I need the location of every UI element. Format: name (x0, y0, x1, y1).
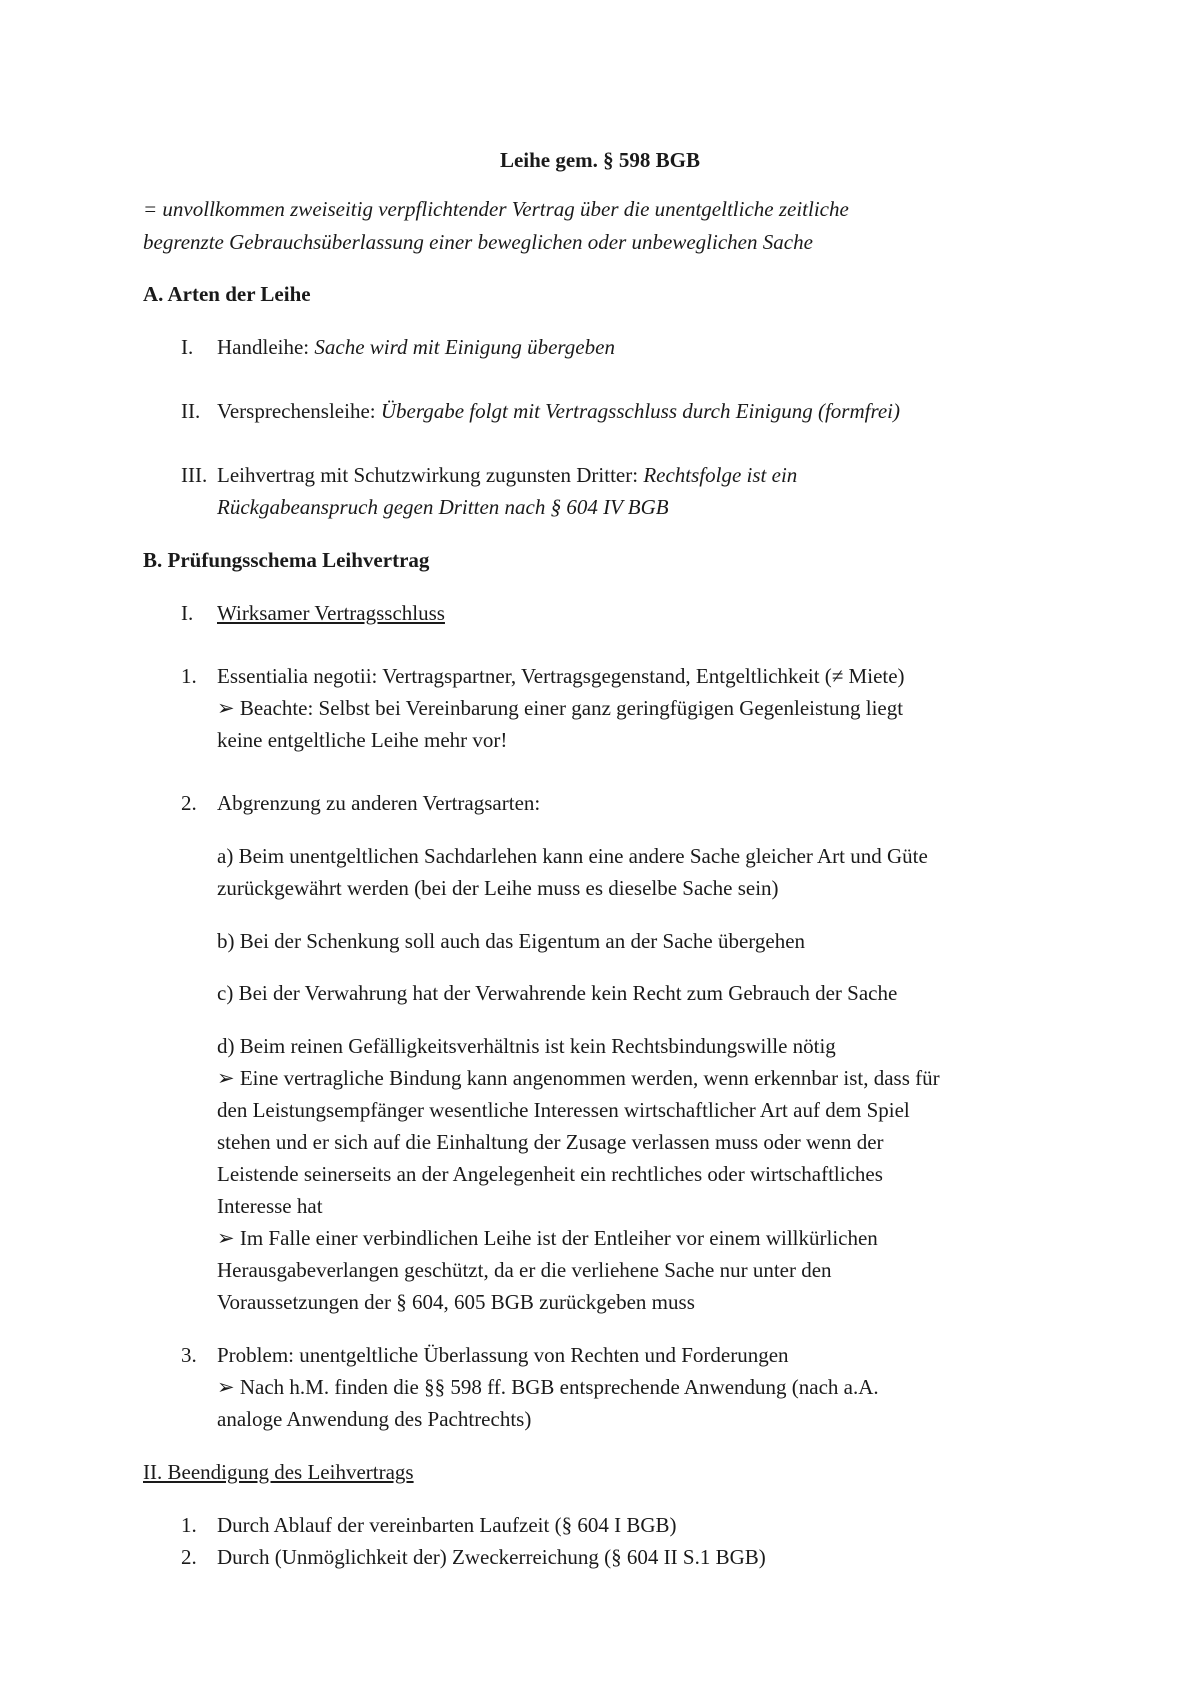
point-3-number: 3. (181, 1343, 197, 1367)
section-a-item-3-continued: Rückgabeanspruch gegen Dritten nach § 604 IV BGB (217, 495, 669, 519)
item-label: Leihvertrag mit Schutzwirkung zugunsten Dritter: (217, 463, 644, 487)
section-a-item-3-number: III. (181, 463, 208, 487)
point-2-subitem-a-line-1: a) Beim unentgeltlichen Sachdarlehen kann eine andere Sache gleicher Art und Güte (217, 844, 928, 868)
section-b-sub1-heading: Wirksamer Vertragsschluss (217, 601, 445, 625)
item-label: Versprechensleihe: (217, 399, 381, 423)
point-3-line-3: analoge Anwendung des Pachtrechts) (217, 1407, 532, 1431)
section-a-item-3 (217, 459, 797, 491)
item-label: Handleihe: (217, 335, 315, 359)
definition-line-1: = unvollkommen zweiseitig verpflichtender Vertrag über die unentgeltliche zeitliche (143, 197, 849, 221)
point-1-line-2: ➢ Beachte: Selbst bei Vereinbarung einer ganz geringfügigen Gegenleistung liegt (217, 696, 904, 720)
termination-item-1: Durch Ablauf der vereinbarten Laufzeit (§ 604 I BGB) (217, 1513, 677, 1537)
definition-line-2: begrenzte Gebrauchsüberlassung einer beweglichen oder unbeweglichen Sache (143, 230, 813, 254)
item-description: Sache wird mit Einigung übergeben (314, 335, 615, 359)
point-2-number: 2. (181, 791, 197, 815)
point-2-subitem-d-line-5: Leistende seinerseits an der Angelegenheit ein rechtliches oder wirtschaftliches (217, 1162, 883, 1186)
section-a-heading: A. Arten der Leihe (143, 282, 311, 306)
termination-item-2: Durch (Unmöglichkeit der) Zweckerreichung (§ 604 II S.1 BGB) (217, 1545, 766, 1569)
point-2-subitem-d-line-6: Interesse hat (217, 1194, 323, 1218)
point-1-line-3: keine entgeltliche Leihe mehr vor! (217, 728, 508, 752)
termination-item-1-number: 1. (181, 1513, 197, 1537)
point-2-subitem-a-line-2: zurückgewährt werden (bei der Leihe muss es dieselbe Sache sein) (217, 876, 779, 900)
section-b-sub1-number: I. (181, 601, 194, 625)
point-2-subitem-d-line-1: d) Beim reinen Gefälligkeitsverhältnis ist kein Rechtsbindungswille nötig (217, 1034, 836, 1058)
point-2-subitem-d-line-7: ➢ Im Falle einer verbindlichen Leihe ist der Entleiher vor einem willkürlichen (217, 1226, 878, 1250)
termination-item-2-number: 2. (181, 1545, 197, 1569)
point-2-subitem-d-line-2: ➢ Eine vertragliche Bindung kann angenommen werden, wenn erkennbar ist, dass für (217, 1066, 940, 1090)
section-b-sub2-heading: II. Beendigung des Leihvertrags (143, 1460, 414, 1484)
point-2-subitem-d-line-3: den Leistungsempfänger wesentliche Interessen wirtschaftlicher Art auf dem Spiel (217, 1098, 910, 1122)
point-3-line-1: Problem: unentgeltliche Überlassung von Rechten und Forderungen (217, 1343, 789, 1367)
point-1-line-1: Essentialia negotii: Vertragspartner, Vertragsgegenstand, Entgeltlichkeit (≠ Miete) (217, 664, 905, 688)
section-a-item-2 (217, 395, 900, 427)
point-2-subitem-c: c) Bei der Verwahrung hat der Verwahrende kein Recht zum Gebrauch der Sache (217, 981, 898, 1005)
point-2-subitem-b: b) Bei der Schenkung soll auch das Eigentum an der Sache übergehen (217, 929, 806, 953)
point-2-subitem-d-line-8: Herausgabeverlangen geschützt, da er die verliehene Sache nur unter den (217, 1258, 832, 1282)
section-a-item-1 (217, 331, 615, 363)
item-description: Rechtsfolge ist ein (643, 463, 798, 487)
section-a-item-2-number: II. (181, 399, 201, 423)
point-2-subitem-d-line-9: Voraussetzungen der § 604, 605 BGB zurückgeben muss (217, 1290, 695, 1314)
point-2-line-1: Abgrenzung zu anderen Vertragsarten: (217, 791, 541, 815)
point-1-number: 1. (181, 664, 197, 688)
item-description: Übergabe folgt mit Vertragsschluss durch Einigung (formfrei) (380, 399, 900, 423)
section-a-item-1-number: I. (181, 335, 194, 359)
document-title: Leihe gem. § 598 BGB (499, 148, 701, 172)
point-3-line-2: ➢ Nach h.M. finden die §§ 598 ff. BGB entsprechende Anwendung (nach a.A. (217, 1375, 879, 1399)
point-2-subitem-d-line-4: stehen und er sich auf die Einhaltung der Zusage verlassen muss oder wenn der (217, 1130, 884, 1154)
section-b-heading: B. Prüfungsschema Leihvertrag (143, 548, 430, 572)
